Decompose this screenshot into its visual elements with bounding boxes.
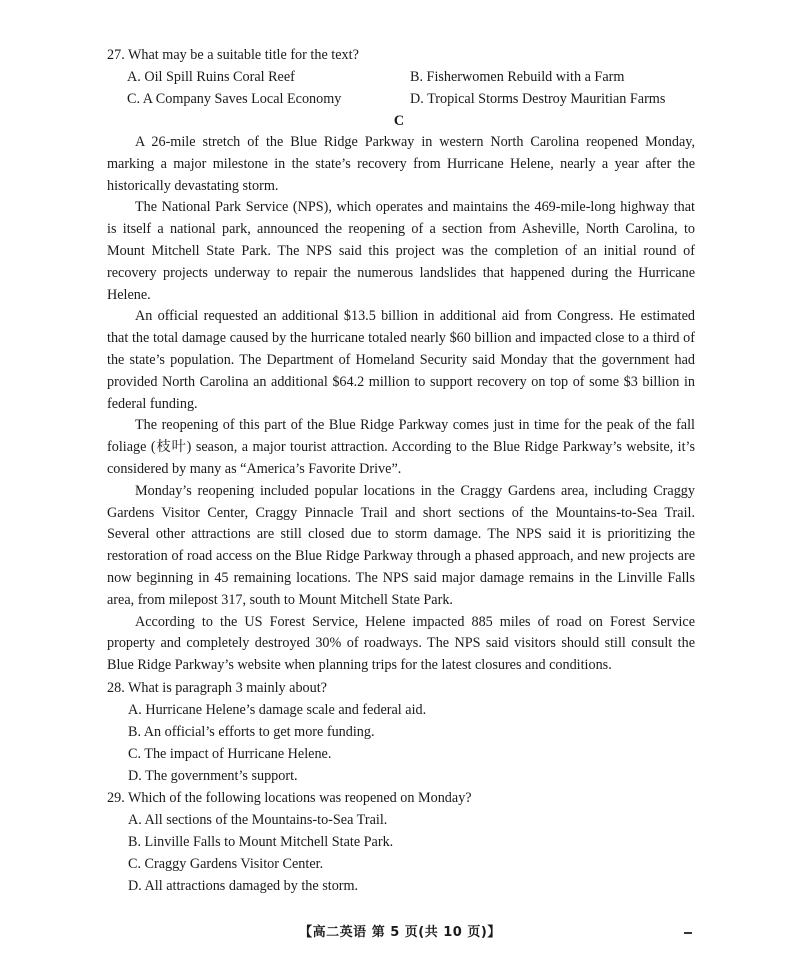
question-27-options-row-2 — [107, 88, 695, 110]
question-27-option-c: C. A Company Saves Local Economy — [127, 91, 342, 107]
question-28-option-b: B. An official’s efforts to get more funding. — [128, 723, 375, 740]
question-27-option-a: A. Oil Spill Ruins Coral Reef — [127, 69, 295, 85]
question-29-option-a: A. All sections of the Mountains-to-Sea Trail. — [128, 811, 388, 828]
passage-paragraph-2: The National Park Service (NPS), which operates and maintains the 469-mile-long highway that is itself a national park, announced the reopening of a section from Asheville, North Carolina, to Mount Mitchell State Park. The NPS said this project was the completion of an initial round of recovery projects underway to repair the numerous landslides that happened during the Hurricane Helene. — [107, 199, 695, 303]
question-28-option-c: C. The impact of Hurricane Helene. — [128, 745, 332, 762]
exam-page — [107, 44, 695, 897]
question-29-option-b: B. Linville Falls to Mount Mitchell State Park. — [128, 833, 394, 850]
question-29-stem: 29. Which of the following locations was reopened on Monday? — [107, 789, 472, 806]
question-29-option-c: C. Craggy Gardens Visitor Center. — [128, 855, 324, 872]
passage-paragraph-3: An official requested an additional $13.5 billion in additional aid from Congress. He estimated that the total damage caused by the hurricane totaled nearly $60 billion and impacted close to a third of the state’s population. The Department of Homeland Security said Monday that the government had provided North Carolina an additional $64.2 million to support recovery on top of some $3 billion in federal funding. — [107, 308, 695, 412]
section-heading: C — [393, 113, 405, 129]
page-footer: 【高二英语 第 5 页(共 10 页)】 — [299, 925, 501, 940]
passage-paragraph-4: The reopening of this part of the Blue Ridge Parkway comes just in time for the peak of the fall foliage (枝叶) season, a major tourist attraction. According to the Blue Ridge Parkway’s website, it’s considered by many as “America’s Favorite Drive”. — [107, 417, 695, 477]
question-27-stem: 27. What may be a suitable title for the text? — [107, 47, 359, 63]
question-29-option-d: D. All attractions damaged by the storm. — [128, 877, 359, 894]
question-28-stem: 28. What is paragraph 3 mainly about? — [107, 679, 327, 696]
passage-paragraph-5: Monday’s reopening included popular locations in the Craggy Gardens area, including Craggy Gardens Visitor Center, Craggy Pinnacle Trail and short sections of the Mountains-to-Sea Trail. Several other attractions are still closed due to storm damage. The NPS said it is prioritizing the restoration of road access on the Blue Ridge Parkway through a phased approach, and new projects are now beginning in 45 remaining locations. The NPS said major damage remains in the Linville Falls area, from milepost 317, south to Mount Mitchell State Park. — [107, 482, 695, 608]
question-28-option-a: A. Hurricane Helene’s damage scale and federal aid. — [128, 701, 427, 718]
question-27-option-d: D. Tropical Storms Destroy Mauritian Farms — [410, 91, 666, 107]
passage-paragraph-6: According to the US Forest Service, Helene impacted 885 miles of road on Forest Service property and completely destroyed 30% of roadways. The NPS said visitors should still consult the Blue Ridge Parkway’s website when planning trips for the latest closures and conditions. — [107, 613, 695, 674]
question-27-option-b: B. Fisherwomen Rebuild with a Farm — [410, 69, 625, 85]
question-28-option-d: D. The government’s support. — [128, 767, 298, 784]
corner-mark — [684, 932, 692, 934]
question-27-options-row-1 — [107, 66, 695, 88]
passage-paragraph-1: A 26-mile stretch of the Blue Ridge Parkway in western North Carolina reopened Monday, marking a major milestone in the state’s recovery from Hurricane Helene, nearly a year after the historically devastating storm. — [107, 134, 695, 194]
